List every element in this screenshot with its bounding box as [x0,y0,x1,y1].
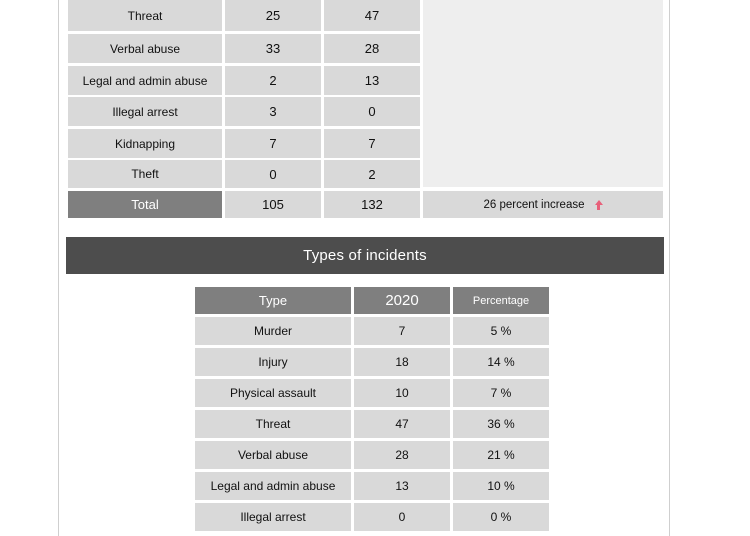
top-row-value-1: 25 [225,0,321,31]
incident-percent: 36 % [453,410,549,438]
incident-count: 18 [354,348,450,376]
incident-count: 0 [354,503,450,531]
top-row-value-2: 0 [324,97,420,126]
incident-count: 10 [354,379,450,407]
incident-count: 13 [354,472,450,500]
top-row-value-2: 28 [324,34,420,63]
incident-type: Physical assault [195,379,351,407]
incident-type: Threat [195,410,351,438]
top-row-value-2: 2 [324,160,420,188]
incident-count: 7 [354,317,450,345]
header-year: 2020 [354,287,450,314]
total-value-1: 105 [225,191,321,218]
arrow-up-icon [595,200,603,210]
top-row-value-1: 33 [225,34,321,63]
top-row-value-1: 2 [225,66,321,95]
top-row-value-2: 47 [324,0,420,31]
header-type: Type [195,287,351,314]
top-row-value-1: 3 [225,97,321,126]
empty-grey-panel [423,0,663,187]
incident-type: Injury [195,348,351,376]
top-row-type: Threat [68,0,222,31]
total-change [423,191,663,218]
total-label: Total [68,191,222,218]
section-title: Types of incidents [66,237,664,274]
incident-type: Legal and admin abuse [195,472,351,500]
total-value-2: 132 [324,191,420,218]
top-row-type: Legal and admin abuse [68,66,222,95]
incident-percent: 5 % [453,317,549,345]
incident-count: 47 [354,410,450,438]
header-percentage: Percentage [453,287,549,314]
top-row-value-2: 7 [324,129,420,158]
incident-percent: 0 % [453,503,549,531]
incident-type: Illegal arrest [195,503,351,531]
total-change-text: 26 percent increase [483,198,585,211]
incident-percent: 7 % [453,379,549,407]
top-row-type: Theft [68,160,222,188]
incident-percent: 14 % [453,348,549,376]
incident-percent: 21 % [453,441,549,469]
incident-type: Murder [195,317,351,345]
top-row-type: Kidnapping [68,129,222,158]
top-row-type: Illegal arrest [68,97,222,126]
top-row-value-1: 0 [225,160,321,188]
top-row-value-1: 7 [225,129,321,158]
incident-type: Verbal abuse [195,441,351,469]
incident-count: 28 [354,441,450,469]
top-row-value-2: 13 [324,66,420,95]
top-row-type: Verbal abuse [68,34,222,63]
incident-percent: 10 % [453,472,549,500]
